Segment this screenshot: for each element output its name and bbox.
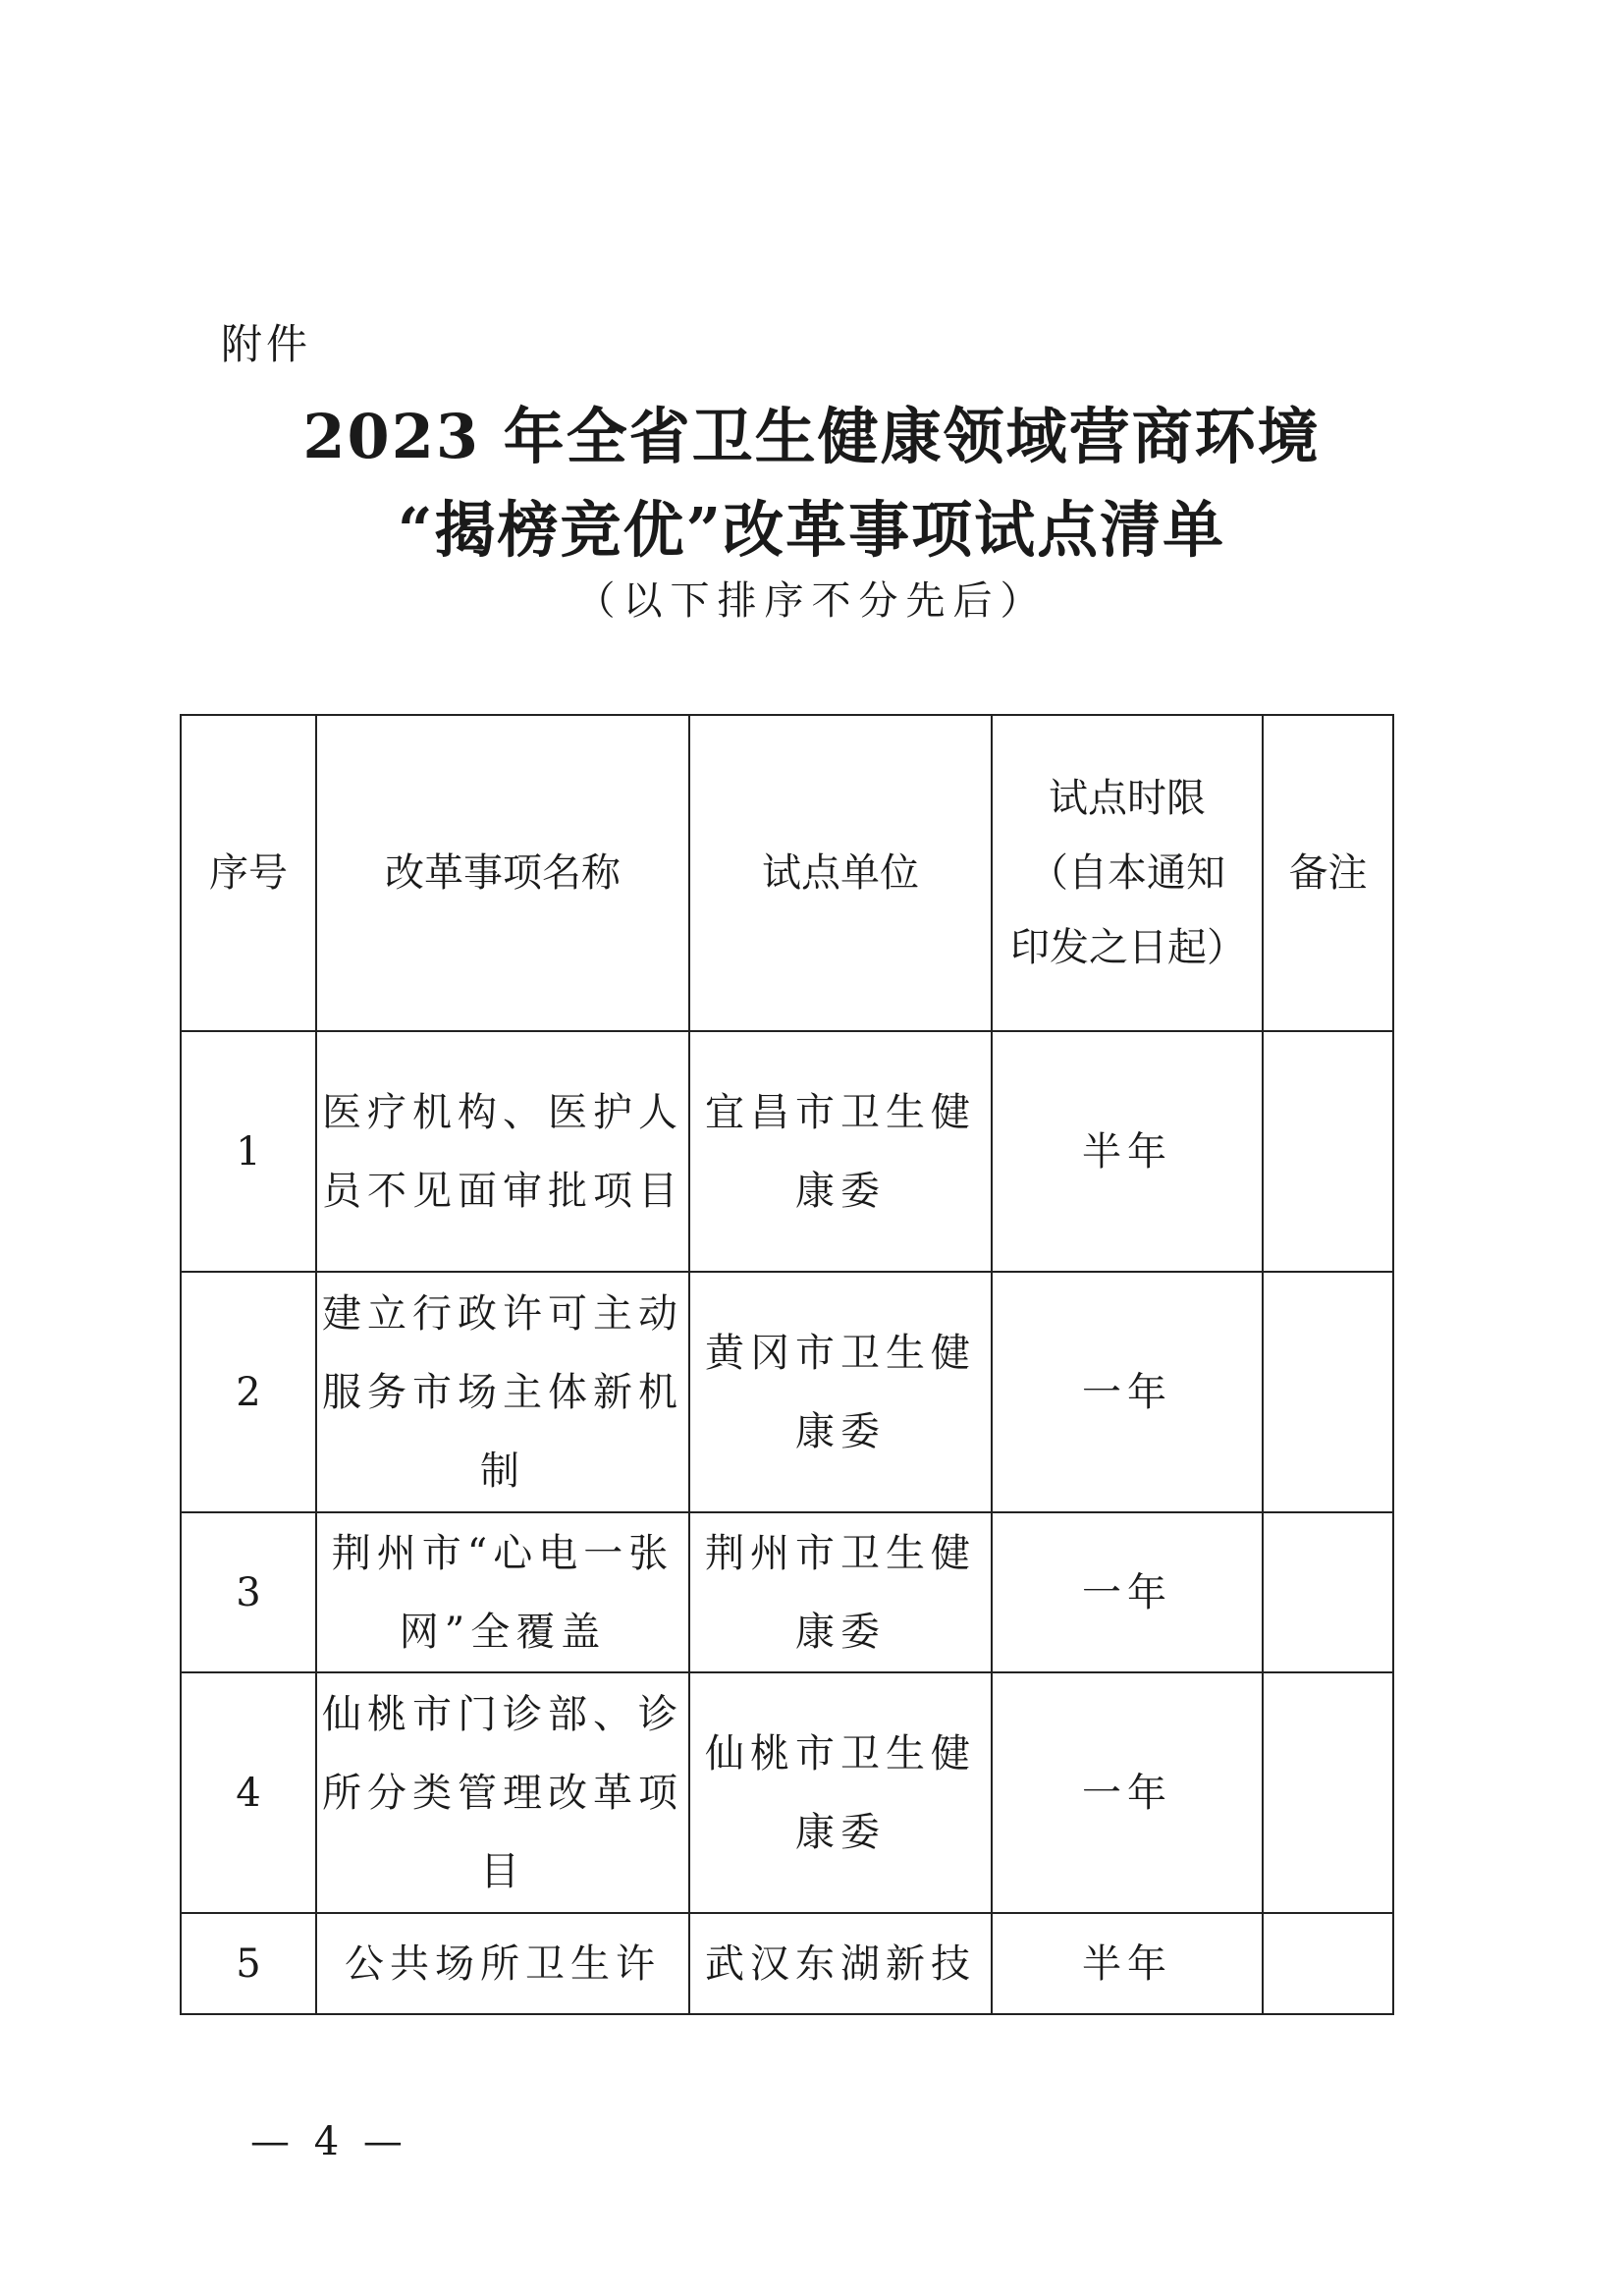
- row-period: 一年: [992, 1512, 1263, 1672]
- row-seq: 5: [181, 1913, 316, 2014]
- row-seq: 2: [181, 1272, 316, 1512]
- document-title-line-1: 2023 年全省卫生健康领域营商环境: [302, 401, 1321, 472]
- row-seq: 4: [181, 1672, 316, 1913]
- row-period: 半年: [992, 1031, 1263, 1272]
- row-note: [1263, 1512, 1393, 1672]
- row-name: 公共场所卫生许: [316, 1913, 689, 2014]
- header-unit: 试点单位: [689, 715, 992, 1031]
- document-title-line-2: “揭榜竞优”改革事项试点清单: [397, 494, 1226, 566]
- row-unit: 宜昌市卫生健康委: [689, 1031, 992, 1272]
- row-note: [1263, 1672, 1393, 1913]
- document-subtitle: （以下排序不分先后）: [575, 578, 1048, 624]
- header-note: 备注: [1263, 715, 1393, 1031]
- row-unit: 黄冈市卫生健康委: [689, 1272, 992, 1512]
- row-seq: 1: [181, 1031, 316, 1272]
- header-name: 改革事项名称: [316, 715, 689, 1031]
- row-note: [1263, 1031, 1393, 1272]
- attachment-label: 附件: [221, 320, 312, 368]
- header-period: 试点时限（自本通知印发之日起）: [992, 715, 1263, 1031]
- row-period: 半年: [992, 1913, 1263, 2014]
- row-name: 荆州市“心电一张网”全覆盖: [316, 1512, 689, 1672]
- table-row: [181, 1913, 1393, 2014]
- page-number: — 4 —: [250, 2119, 408, 2164]
- table-header-row: [181, 715, 1393, 1031]
- row-period: 一年: [992, 1272, 1263, 1512]
- row-name: 仙桃市门诊部、诊所分类管理改革项目: [316, 1672, 689, 1913]
- table-row: [181, 1272, 1393, 1512]
- row-unit: 武汉东湖新技: [689, 1913, 992, 2014]
- row-name: 医疗机构、医护人员不见面审批项目: [316, 1031, 689, 1272]
- row-seq: 3: [181, 1512, 316, 1672]
- row-note: [1263, 1913, 1393, 2014]
- table-row: [181, 1512, 1393, 1672]
- row-unit: 仙桃市卫生健康委: [689, 1672, 992, 1913]
- row-name: 建立行政许可主动服务市场主体新机制: [316, 1272, 689, 1512]
- row-period: 一年: [992, 1672, 1263, 1913]
- pilot-list-table: [180, 714, 1394, 2015]
- table-row: [181, 1672, 1393, 1913]
- table-row: [181, 1031, 1393, 1272]
- header-seq: 序号: [181, 715, 316, 1031]
- row-note: [1263, 1272, 1393, 1512]
- row-unit: 荆州市卫生健康委: [689, 1512, 992, 1672]
